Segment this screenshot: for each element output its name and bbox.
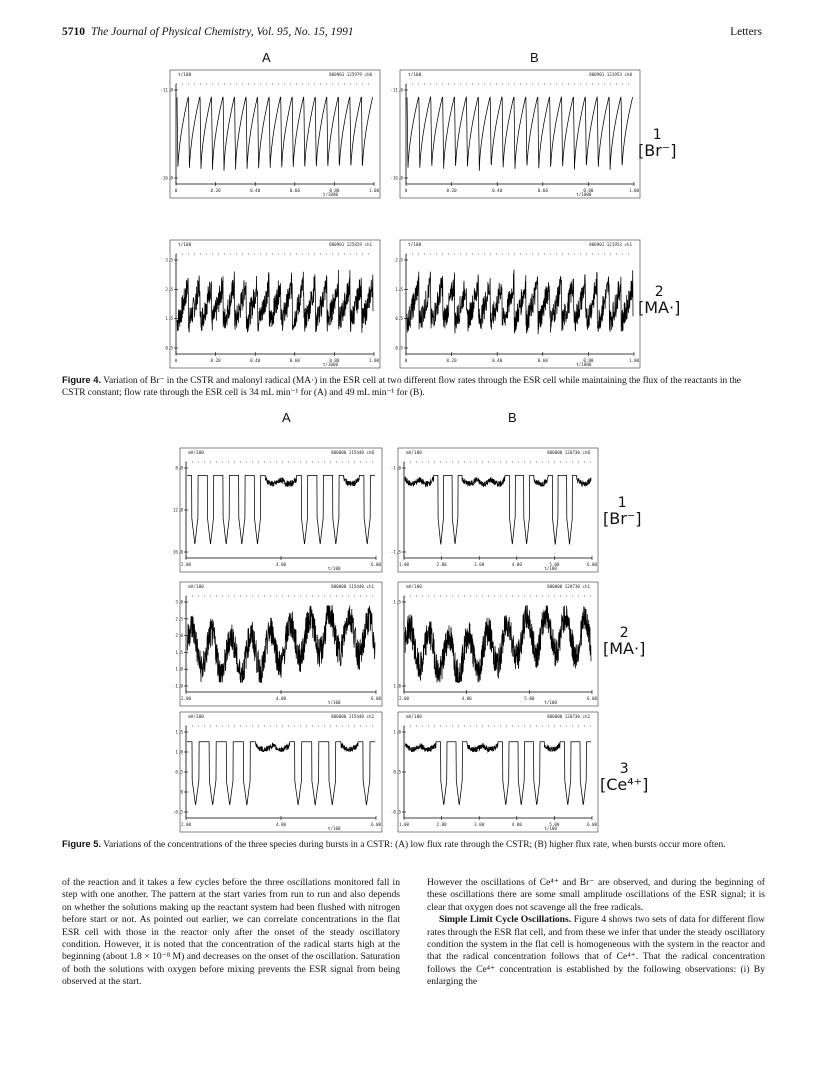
- y-tick-label: 1.0: [393, 729, 401, 735]
- figure4-panel-b-label: B: [530, 50, 539, 65]
- body-paragraph: [427, 914, 765, 988]
- x-tick-label: 1.00: [398, 822, 410, 827]
- x-tick-label: 2.00: [398, 696, 410, 701]
- species-number: 3: [619, 761, 629, 777]
- x-axis-label: t/100: [327, 700, 341, 705]
- x-tick-label: 4.00: [511, 562, 522, 567]
- y-unit-label: t/100: [408, 243, 422, 248]
- y-unit-label: t/100: [178, 73, 192, 78]
- x-tick-label: 0.20: [210, 188, 221, 193]
- y-unit-label: t/100: [408, 73, 422, 78]
- body-paragraph: However the oscillations of Ce⁴⁺ and Br⁻ are observed, and during the beginning of these oscillations there are some small amplitude oscillations of the ESR signal; it is clear that oxygen does not scavenge all the free radicals.: [427, 877, 765, 913]
- chart-header-id: 800901 121953 ch0: [589, 72, 632, 77]
- body-left-column: [62, 877, 400, 989]
- x-tick-label: 0: [174, 358, 178, 363]
- y-tick-label: -16.0: [160, 175, 173, 181]
- species-name: [Ce⁴⁺]: [600, 774, 649, 794]
- figure5-panel-a-label: A: [282, 410, 291, 425]
- x-tick-label: 2.00: [180, 822, 192, 827]
- x-tick-label: 2.00: [180, 562, 192, 567]
- x-tick-label: 0.60: [537, 358, 548, 363]
- body-right-column: [427, 877, 765, 989]
- section-heading: Simple Limit Cycle Oscillations.: [439, 914, 572, 926]
- y-tick-label: 16.0: [172, 549, 183, 555]
- species-name: [MA·]: [638, 297, 681, 317]
- x-axis-label: t/1000: [322, 192, 339, 197]
- series-line: [187, 606, 375, 683]
- series-line: [187, 475, 375, 543]
- chart-frame: [180, 712, 382, 832]
- y-tick-label: 1.0: [175, 749, 183, 755]
- y-tick-label: -11.0: [160, 87, 173, 93]
- x-axis-label: t/100: [327, 826, 341, 831]
- y-tick-label: -1.5: [390, 549, 401, 555]
- caption-label: Figure 4.: [62, 374, 102, 385]
- y-tick-label: -1.0: [172, 683, 183, 689]
- figure4-panel-a-label: A: [262, 50, 271, 65]
- y-tick-label: 0: [180, 789, 183, 795]
- chart-frame: [400, 70, 640, 198]
- caption-text: Variations of the concentrations of the three species during bursts in a CSTR: (A) low flux rate through the CSTR; (B) higher flux rate, when bursts occur more often.: [101, 840, 726, 850]
- series-line: [405, 475, 591, 544]
- x-tick-label: 0.20: [446, 358, 457, 363]
- species-number: 2: [654, 284, 664, 300]
- chart-frame: [398, 582, 598, 706]
- y-tick-label: 1.5: [175, 729, 183, 735]
- chart-header-id: 800000 120730 ch2: [547, 714, 590, 719]
- x-tick-label: 6.00: [370, 696, 382, 701]
- x-tick-label: 0.80: [329, 358, 340, 363]
- y-tick-label: 8.0: [175, 465, 183, 471]
- x-tick-label: 0: [404, 358, 408, 363]
- x-axis-label: t/1000: [322, 362, 339, 367]
- y-tick-label: 3.5: [165, 257, 173, 263]
- x-tick-label: 0.80: [583, 188, 594, 193]
- y-tick-label: 0.5: [393, 769, 401, 775]
- x-tick-label: 2.00: [436, 562, 447, 567]
- series-line: [407, 270, 633, 335]
- x-axis-label: t/100: [544, 826, 557, 831]
- x-tick-label: 2.00: [436, 822, 447, 827]
- y-tick-label: -11.0: [390, 87, 403, 93]
- x-tick-label: 6.00: [370, 822, 382, 827]
- page-number: 5710: [62, 26, 85, 38]
- x-tick-label: 0.60: [537, 188, 548, 193]
- x-tick-label: 6.00: [586, 822, 598, 827]
- y-unit-label: mV/100: [406, 585, 422, 590]
- x-tick-label: 1.00: [628, 358, 640, 363]
- chart-frame: [398, 448, 598, 572]
- y-tick-label: -0.5: [392, 345, 403, 351]
- y-tick-label: 2.5: [175, 616, 183, 622]
- chart-header-id: 800901 121953 ch1: [589, 242, 632, 247]
- x-tick-label: 2.00: [180, 696, 192, 701]
- y-tick-label: 1.5: [393, 599, 401, 605]
- x-tick-label: 6.00: [370, 562, 382, 567]
- x-tick-label: 5.00: [549, 822, 560, 827]
- x-tick-label: 1.00: [368, 188, 380, 193]
- y-tick-label: 2.0: [175, 633, 183, 639]
- x-tick-label: 0.40: [492, 358, 503, 363]
- series-line: [405, 606, 591, 683]
- x-tick-label: 0.80: [583, 358, 594, 363]
- y-tick-label: 0.5: [395, 316, 403, 322]
- y-tick-label: -0.5: [390, 809, 401, 815]
- series-line: [187, 742, 375, 805]
- x-tick-label: 3.00: [474, 822, 485, 827]
- series-line: [407, 97, 633, 171]
- species-name: [Br⁻]: [603, 508, 642, 528]
- chart-header-id: 800000 115440 ch0: [331, 450, 374, 455]
- chart-frame: [398, 712, 598, 832]
- chart-header-id: 800000 115440 ch2: [331, 714, 374, 719]
- x-tick-label: 0.60: [289, 358, 300, 363]
- chart-header-id: 800901 125829 ch1: [329, 242, 372, 247]
- x-tick-label: 4.00: [511, 822, 522, 827]
- y-unit-label: mV/100: [406, 715, 422, 720]
- y-tick-label: 3.0: [175, 599, 183, 605]
- y-tick-label: 1.5: [175, 649, 183, 655]
- x-tick-label: 4.00: [275, 822, 287, 827]
- species-name: [MA·]: [603, 638, 646, 658]
- species-number: 1: [652, 127, 662, 143]
- figure5-panel-b-label: B: [508, 410, 517, 425]
- x-tick-label: 5.00: [549, 562, 560, 567]
- y-tick-label: 0.5: [165, 345, 173, 351]
- species-name: [Br⁻]: [638, 140, 677, 160]
- chart-header-id: 800000 120730 ch1: [547, 584, 590, 589]
- x-tick-label: 1.00: [628, 188, 640, 193]
- x-tick-label: 0.20: [210, 358, 221, 363]
- y-unit-label: mV/100: [188, 451, 204, 456]
- x-tick-label: 4.00: [275, 562, 287, 567]
- x-axis-label: t/100: [327, 566, 341, 571]
- x-axis-label: t/100: [544, 700, 557, 705]
- y-tick-label: 1.0: [175, 666, 183, 672]
- x-tick-label: 0.20: [446, 188, 457, 193]
- chart-header-id: 800901 125979 ch0: [329, 72, 372, 77]
- x-tick-label: 5.00: [524, 696, 535, 701]
- x-tick-label: 0: [174, 188, 178, 193]
- x-tick-label: 4.00: [275, 696, 287, 701]
- chart-frame: [170, 70, 380, 198]
- y-tick-label: 1.5: [395, 286, 403, 292]
- x-tick-label: 0.80: [329, 188, 340, 193]
- x-tick-label: 6.00: [586, 696, 598, 701]
- chart-header-id: 800000 120730 ch0: [547, 450, 590, 455]
- y-tick-label: 1.5: [165, 316, 173, 322]
- y-tick-label: 1.0: [393, 683, 401, 689]
- y-tick-label: -0.5: [172, 809, 183, 815]
- x-axis-label: t/1000: [576, 362, 592, 367]
- body-text: Figure 4 shows two sets of data for different flow rates through the ESR flat cell, and from these we infer that under the steady oscillatory condition the system in the flat cell is homogeneous with the system in the reactor and that the radical concentration follows that of Ce⁴⁺. That the radical concentration follows the Ce⁴⁺ concentration is established by the following observations: (i) By enlarging the: [427, 914, 765, 988]
- y-tick-label: -16.0: [390, 175, 403, 181]
- y-unit-label: mV/100: [188, 715, 204, 720]
- y-tick-label: -1.0: [390, 465, 401, 471]
- x-tick-label: 6.00: [586, 562, 598, 567]
- x-tick-label: 0.60: [289, 188, 300, 193]
- x-axis-label: t/1000: [576, 192, 592, 197]
- chart-frame: [180, 448, 382, 572]
- y-tick-label: 12.0: [172, 507, 183, 513]
- caption-label: Figure 5.: [62, 838, 102, 849]
- x-tick-label: 1.00: [398, 562, 410, 567]
- body-paragraph: of the reaction and it takes a few cycles before the three oscillations monitored fall in step with one another. The pattern at the start varies from run to run and also depends on whether the solutions making up the reactant system had been flushed with nitrogen before start or not. As pointed out earlier, we can correlate concentrations in the flat ESR cell with those in the reactor only after the onset of the steady oscillatory condition. However, it is noted that the concentration of the radical starts high at the beginning (about 1.8 × 10⁻⁸ M) and decreases on the onset of the oscillation. Saturation of both the solutions with oxygen before mixing prevents the ESR signal from being observed at the start.: [62, 877, 400, 988]
- species-number: 2: [619, 625, 629, 641]
- x-tick-label: 0.40: [492, 188, 503, 193]
- y-unit-label: t/100: [178, 243, 192, 248]
- series-line: [177, 270, 373, 333]
- series-line: [177, 97, 373, 171]
- chart-header-id: 800000 115440 ch1: [331, 584, 374, 589]
- y-tick-label: 0.5: [175, 769, 183, 775]
- y-tick-label: 2.5: [395, 257, 403, 263]
- species-number: 1: [617, 495, 627, 511]
- y-unit-label: mV/100: [188, 585, 204, 590]
- x-tick-label: 1.00: [368, 358, 380, 363]
- x-tick-label: 0: [404, 188, 408, 193]
- caption-text: Variation of Br⁻ in the CSTR and malonyl radical (MA·) in the ESR cell at two different flow rates through the ESR cell while maintaining the flux of the reactants in the CSTR constant; flow rate through the ESR cell is 34 mL min⁻¹ for (A) and 49 mL min⁻¹ for (B).: [62, 376, 741, 398]
- x-tick-label: 4.00: [461, 696, 472, 701]
- x-tick-label: 0.40: [250, 188, 261, 193]
- journal-name: The Journal of Physical Chemistry, Vol. 95, No. 15, 1991: [91, 26, 354, 38]
- y-unit-label: mV/100: [406, 451, 422, 456]
- x-tick-label: 0.40: [250, 358, 261, 363]
- series-line: [405, 742, 591, 805]
- x-axis-label: t/100: [544, 566, 557, 571]
- y-tick-label: 2.5: [165, 286, 173, 292]
- x-tick-label: 3.00: [474, 562, 485, 567]
- section-name: Letters: [730, 26, 762, 38]
